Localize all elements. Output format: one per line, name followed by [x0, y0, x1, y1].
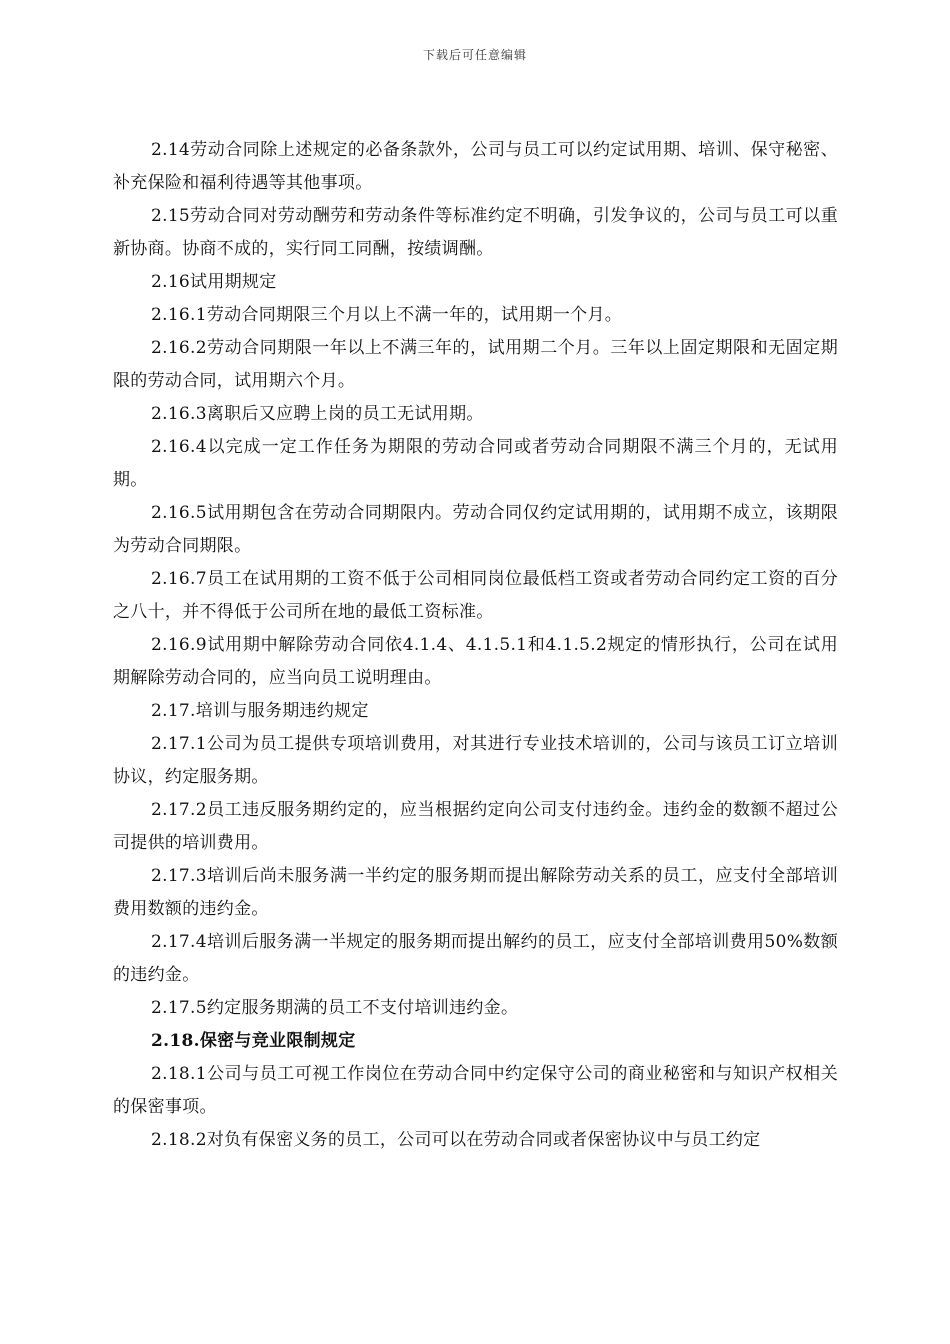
paragraph-2-18-1: 2.18.1公司与员工可视工作岗位在劳动合同中约定保守公司的商业秘密和与知识产权相关的保密事项。 [113, 1064, 838, 1117]
paragraph-2-17-2: 2.17.2员工违反服务期约定的，应当根据约定向公司支付违约金。违约金的数额不超过公司提供的培训费用。 [113, 800, 838, 853]
paragraph-2-17-1: 2.17.1公司为员工提供专项培训费用，对其进行专业技术培训的，公司与该员工订立培训协议，约定服务期。 [113, 734, 838, 787]
paragraph-2-16-2: 2.16.2劳动合同期限一年以上不满三年的，试用期二个月。三年以上固定期限和无固定期限的劳动合同，试用期六个月。 [113, 338, 838, 391]
paragraph-2-15: 2.15劳动合同对劳动酬劳和劳动条件等标准约定不明确，引发争议的，公司与员工可以重新协商。协商不成的，实行同工同酬，按绩调酬。 [113, 206, 838, 259]
paragraph-2-16-7: 2.16.7员工在试用期的工资不低于公司相同岗位最低档工资或者劳动合同约定工资的百分之八十，并不得低于公司所在地的最低工资标准。 [113, 569, 838, 622]
section-heading-2-18: 2.18.保密与竞业限制规定 [151, 1031, 356, 1051]
paragraph-2-17-3: 2.17.3培训后尚未服务满一半约定的服务期而提出解除劳动关系的员工，应支付全部培训费用数额的违约金。 [113, 866, 838, 919]
paragraph-2-16-3: 2.16.3离职后又应聘上岗的员工无试用期。 [151, 404, 484, 424]
paragraph-2-17-5: 2.17.5约定服务期满的员工不支付培训违约金。 [151, 998, 519, 1018]
document-body [113, 134, 838, 1157]
paragraph-2-16-9: 2.16.9试用期中解除劳动合同依4.1.4、4.1.5.1和4.1.5.2规定的情形执行，公司在试用期解除劳动合同的，应当向员工说明理由。 [113, 635, 838, 688]
paragraph-2-14: 2.14劳动合同除上述规定的必备条款外，公司与员工可以约定试用期、培训、保守秘密、补充保险和福利待遇等其他事项。 [113, 140, 838, 193]
paragraph-2-16-5: 2.16.5试用期包含在劳动合同期限内。劳动合同仅约定试用期的，试用期不成立，该期限为劳动合同期限。 [113, 503, 838, 556]
section-heading-2-17: 2.17.培训与服务期违约规定 [151, 701, 369, 721]
paragraph-2-16-1: 2.16.1劳动合同期限三个月以上不满一年的，试用期一个月。 [151, 305, 623, 325]
paragraph-2-16-4: 2.16.4以完成一定工作任务为期限的劳动合同或者劳动合同期限不满三个月的，无试用期。 [113, 437, 838, 490]
paragraph-2-18-2: 2.18.2对负有保密义务的员工，公司可以在劳动合同或者保密协议中与员工约定 [151, 1130, 761, 1150]
page-header: 下载后可任意编辑 [422, 48, 527, 62]
section-heading-2-16: 2.16试用期规定 [151, 272, 277, 292]
paragraph-2-17-4: 2.17.4培训后服务满一半规定的服务期而提出解约的员工，应支付全部培训费用50%数额的违约金。 [113, 932, 838, 985]
